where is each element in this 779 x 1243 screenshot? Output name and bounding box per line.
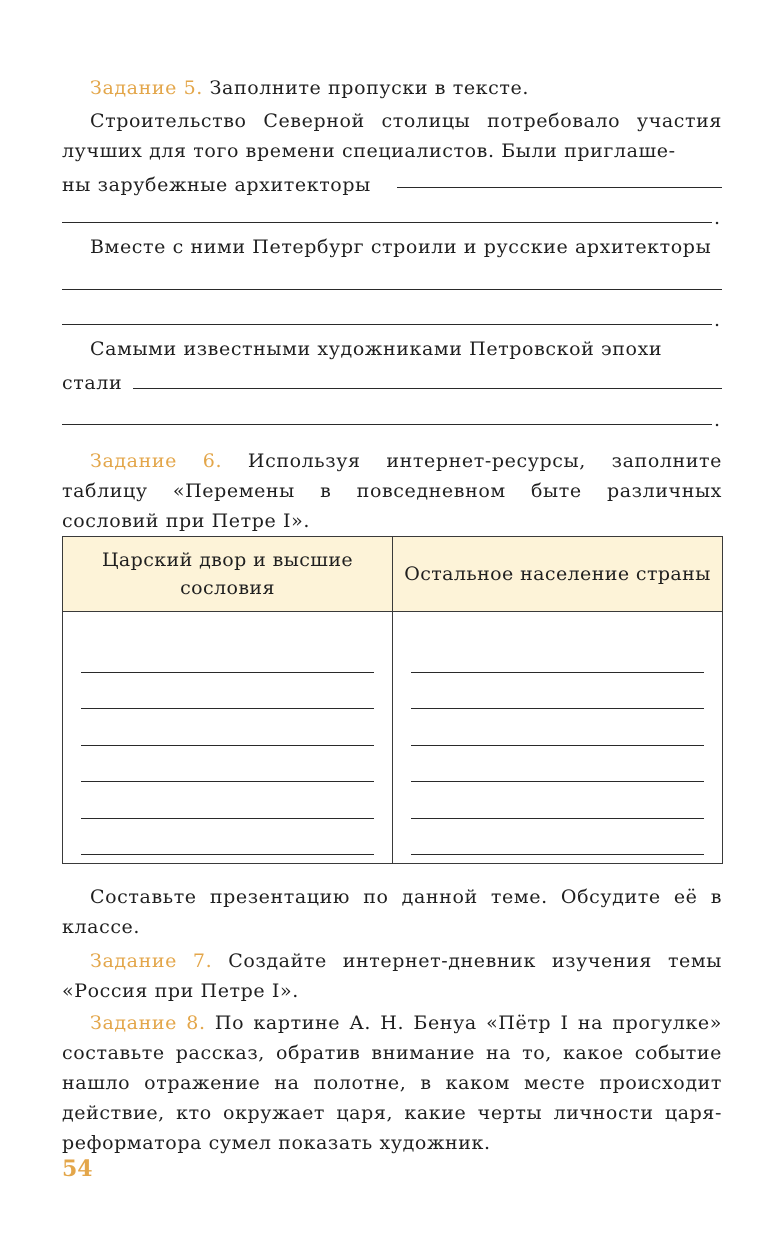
answer-line-artists-2[interactable] [62, 424, 712, 425]
answer-line[interactable] [411, 782, 704, 819]
answer-line[interactable] [81, 709, 374, 746]
task5-paragraph-1: Строительство Северной столицы потребовало участия лучших для того времени специалистов. Были приглаше- [62, 110, 722, 162]
task8-label: Задание 8. [90, 1012, 206, 1034]
period: . [714, 309, 721, 331]
task5-paragraph-2: Вместе с ними Петербург строили и русские архитекторы [90, 236, 712, 258]
task6-label: Задание 6. [90, 450, 223, 472]
answer-line[interactable] [81, 746, 374, 783]
task5-paragraph-1-end: ны зарубежные архитекторы [62, 174, 371, 196]
page-number: 54 [62, 1156, 93, 1182]
answer-line[interactable] [411, 819, 704, 856]
answer-line-architects-russian-2[interactable] [62, 324, 712, 325]
task6-after-text: Составьте презентацию по данной теме. Обсудите её в классе. [62, 886, 722, 938]
task5-paragraph-3: Самыми известными художниками Петровской эпохи [90, 338, 663, 360]
answer-line[interactable] [81, 636, 374, 673]
task6-text: Используя интернет-ресурсы, заполните таблицу «Перемены в повседневном быте различных сословий при Петре I». [62, 450, 723, 532]
answer-line-artists[interactable] [133, 388, 722, 389]
period: . [714, 409, 721, 431]
task8-text: По картине А. Н. Бенуа «Пётр I на прогулке» составьте рассказ, обратив внимание на то, какое событие нашло отражение на полотне, в каком месте происходит действие, кто окружает царя, какие черты личности царя-реформатора сумел показать художник. [62, 1012, 723, 1154]
period: . [714, 207, 721, 229]
task8-paragraph [62, 1008, 722, 1158]
task7-label: Задание 7. [90, 950, 213, 972]
changes-table [62, 536, 723, 864]
table-header-population-label: Остальное население страны [404, 563, 711, 585]
answer-line[interactable] [411, 709, 704, 746]
task7-text: Создайте интернет-дневник изучения темы «Россия при Петре I». [62, 950, 723, 1002]
task5-instruction: Заполните пропуски в тексте. [209, 77, 529, 99]
table-header-population [393, 537, 723, 612]
task7-paragraph [62, 946, 722, 1006]
answer-line[interactable] [411, 673, 704, 710]
answer-line[interactable] [81, 673, 374, 710]
table-cell-population[interactable] [393, 612, 723, 864]
answer-line-architects-foreign-2[interactable] [62, 222, 712, 223]
task6-paragraph [62, 446, 722, 536]
answer-line[interactable] [411, 636, 704, 673]
task5-label: Задание 5. [90, 77, 203, 99]
task5-heading [62, 73, 722, 103]
answer-line[interactable] [81, 782, 374, 819]
answer-line-architects-foreign[interactable] [397, 187, 722, 188]
table-cell-court[interactable] [63, 612, 393, 864]
answer-line-architects-russian[interactable] [62, 289, 722, 290]
answer-line[interactable] [411, 746, 704, 783]
table-header-court [63, 537, 393, 612]
table-header-court-label: Царский двор и высшие сословия [101, 549, 354, 599]
answer-line[interactable] [81, 819, 374, 856]
population-answer-lines[interactable] [411, 636, 704, 855]
task5-paragraph-3-end: стали [62, 372, 123, 394]
court-answer-lines[interactable] [81, 636, 374, 855]
